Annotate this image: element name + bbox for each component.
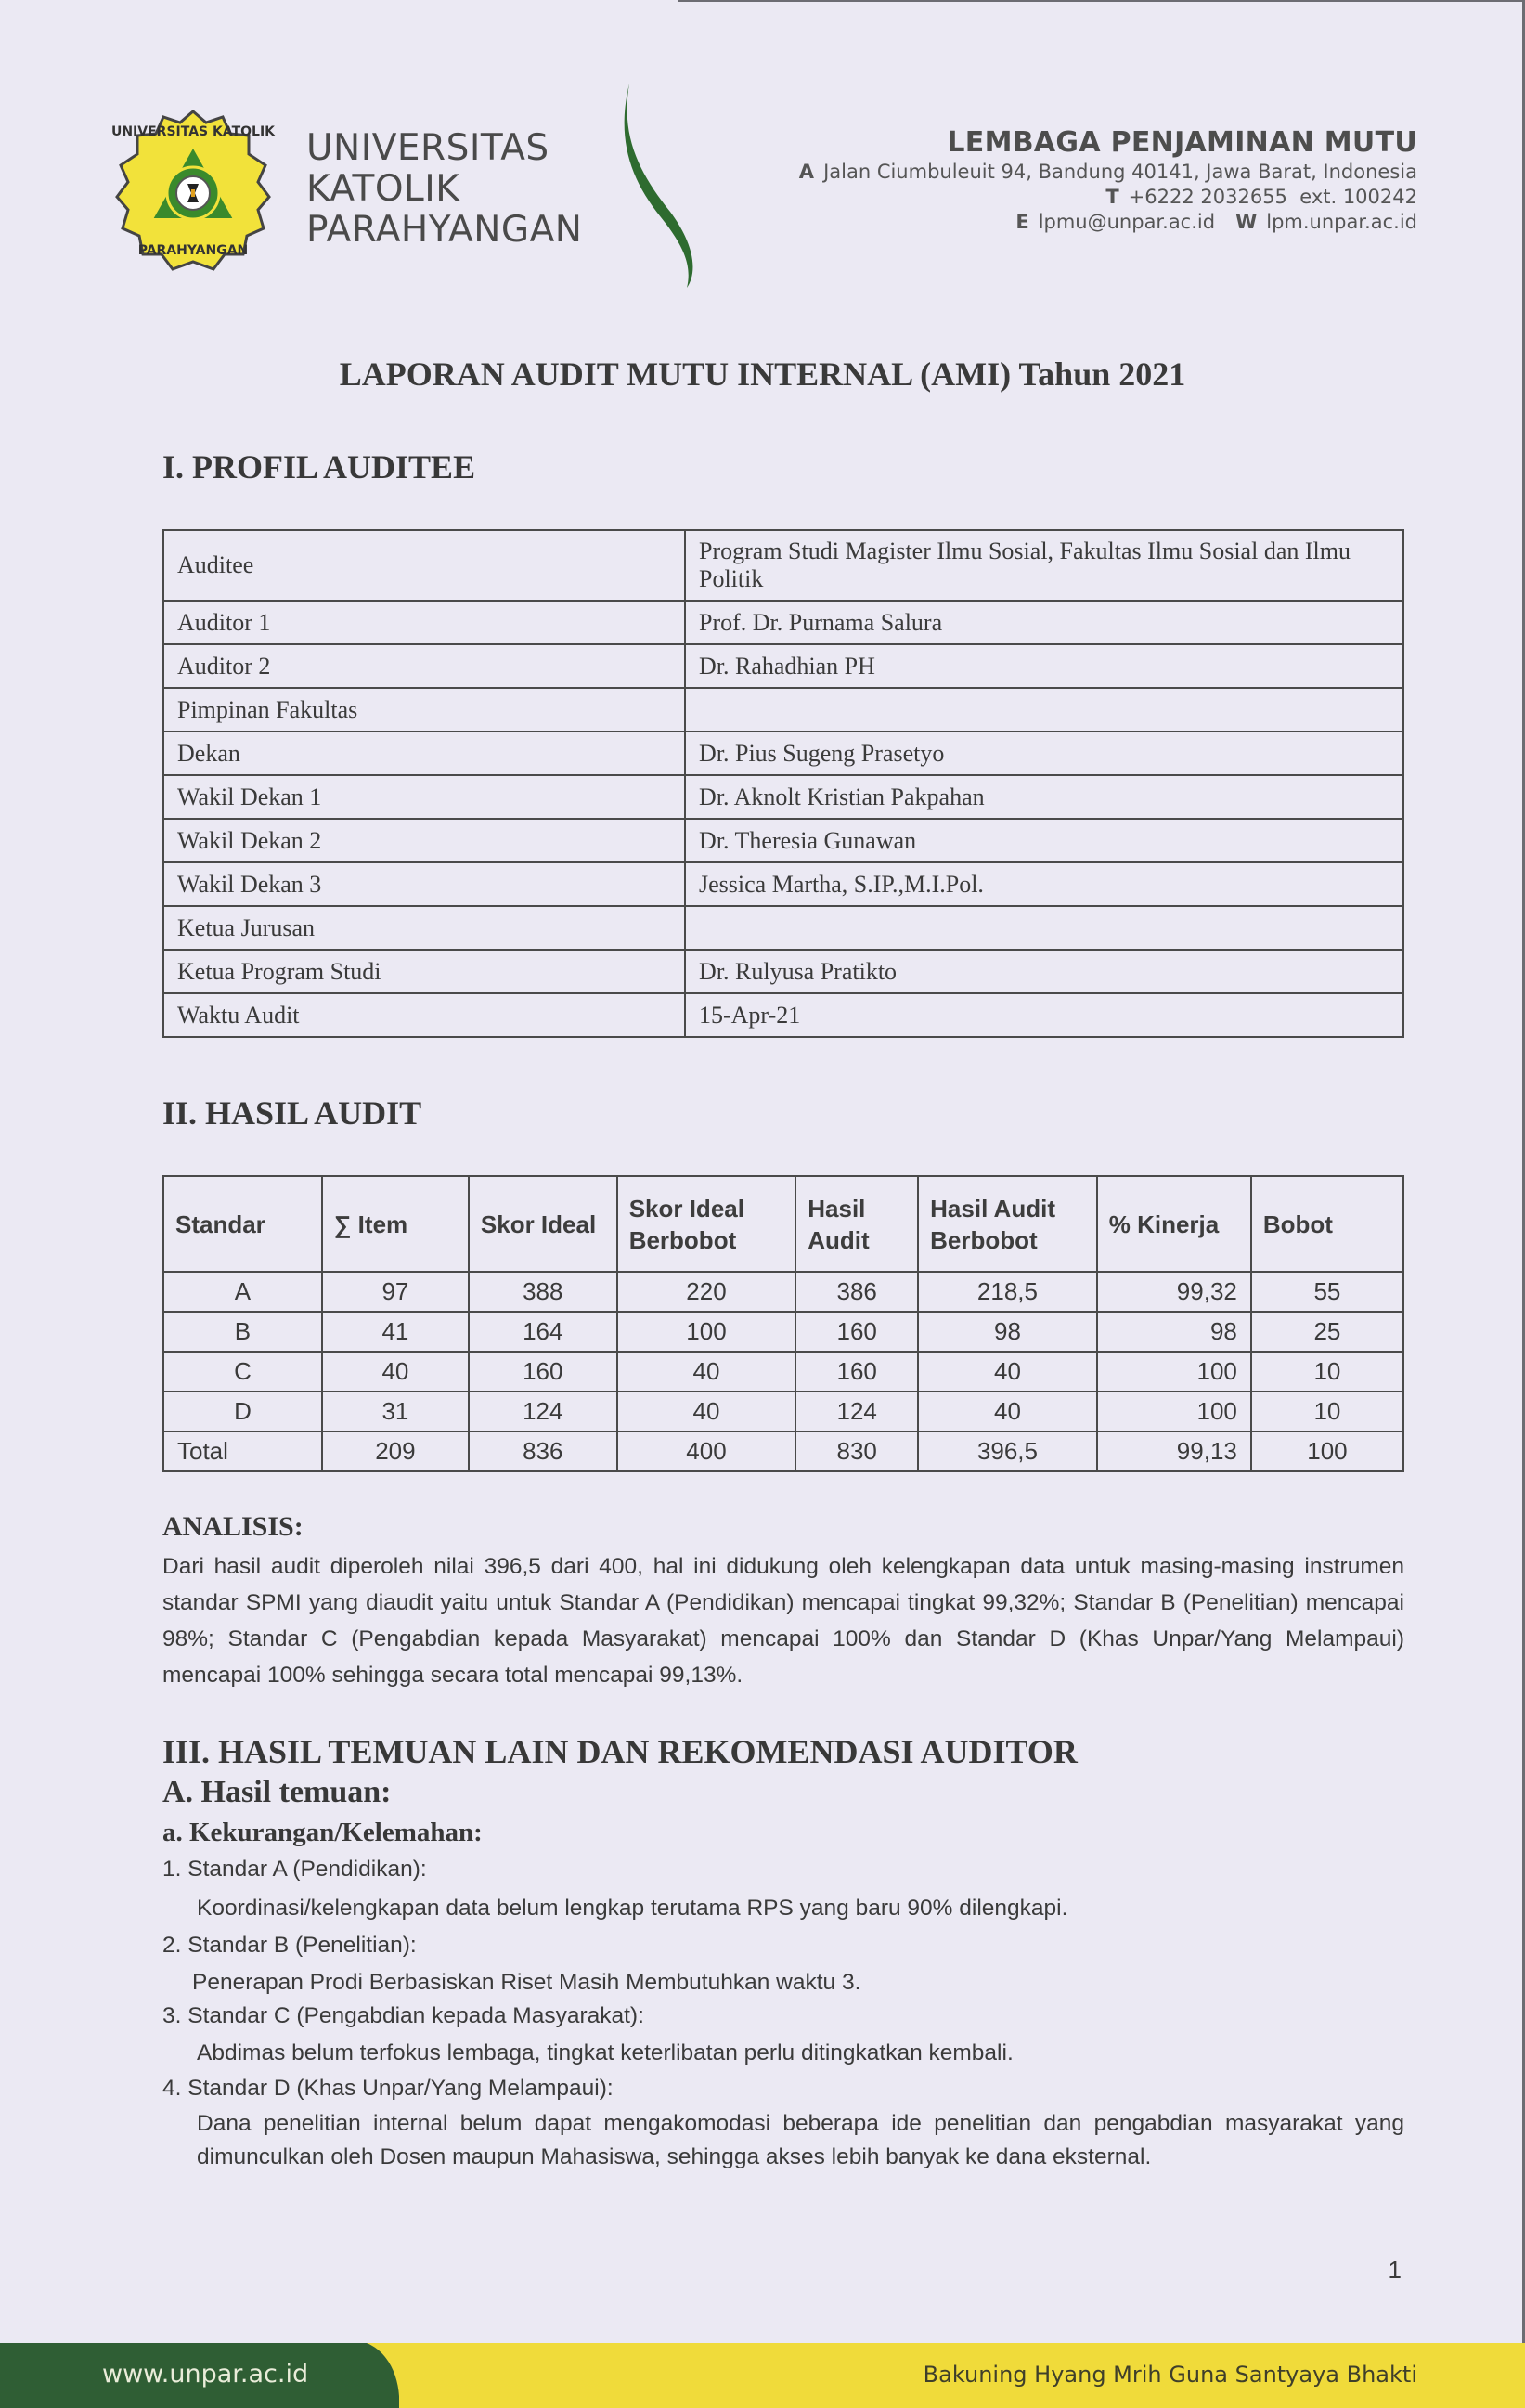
table-cell: 218,5 xyxy=(918,1272,1097,1312)
table-cell: 41 xyxy=(322,1312,469,1352)
phone-line xyxy=(799,185,1417,210)
table-cell: 25 xyxy=(1251,1312,1403,1352)
table-cell: 40 xyxy=(918,1352,1097,1392)
profile-row xyxy=(163,862,1403,906)
profile-row xyxy=(163,950,1403,993)
university-name xyxy=(306,128,582,251)
table-cell: 160 xyxy=(795,1312,918,1352)
university-seal-logo xyxy=(110,108,277,275)
table-cell: Total xyxy=(163,1431,322,1471)
table-cell: 220 xyxy=(617,1272,796,1312)
footer-motto: Bakuning Hyang Mrih Guna Santyaya Bhakti xyxy=(923,2362,1417,2388)
table-cell: 10 xyxy=(1251,1392,1403,1431)
footer-bar xyxy=(0,2343,1525,2408)
table-row xyxy=(163,1352,1403,1392)
column-header: Skor Ideal Berbobot xyxy=(617,1176,796,1272)
table-cell: 100 xyxy=(1097,1352,1251,1392)
phone: +6222 2032655 ext. 100242 xyxy=(1128,186,1417,208)
table-row xyxy=(163,1392,1403,1431)
profile-value xyxy=(685,906,1403,950)
table-cell: 100 xyxy=(1097,1392,1251,1431)
table-cell: 100 xyxy=(1251,1431,1403,1471)
table-cell: 396,5 xyxy=(918,1431,1097,1471)
profile-value: Dr. Aknolt Kristian Pakpahan xyxy=(685,775,1403,819)
finding-text: Abdimas belum terfokus lembaga, tingkat keterlibatan perlu ditingkatkan kembali. xyxy=(197,2040,1014,2065)
profile-auditee-table xyxy=(162,529,1404,1038)
finding-title: 3. Standar C (Pengabdian kepada Masyarakat): xyxy=(162,2003,644,2028)
table-cell: 31 xyxy=(322,1392,469,1431)
table-cell: 400 xyxy=(617,1431,796,1471)
finding-text: Koordinasi/kelengkapan data belum lengkap terutama RPS yang baru 90% dilengkapi. xyxy=(197,1896,1068,1921)
address: Jalan Ciumbuleuit 94, Bandung 40141, Jawa Barat, Indonesia xyxy=(823,161,1417,183)
profile-label: Ketua Jurusan xyxy=(163,906,685,950)
column-header: Skor Ideal xyxy=(469,1176,617,1272)
address-line xyxy=(799,160,1417,185)
table-cell: 99,13 xyxy=(1097,1431,1251,1471)
table-cell: 836 xyxy=(469,1431,617,1471)
table-cell: D xyxy=(163,1392,322,1431)
profile-row xyxy=(163,731,1403,775)
profile-label: Auditor 1 xyxy=(163,601,685,644)
finding-title: 2. Standar B (Penelitian): xyxy=(162,1933,417,1958)
table-cell: 164 xyxy=(469,1312,617,1352)
table-cell: 97 xyxy=(322,1272,469,1312)
table-cell: 124 xyxy=(795,1392,918,1431)
column-header: % Kinerja xyxy=(1097,1176,1251,1272)
table-cell: 98 xyxy=(918,1312,1097,1352)
section-3a-heading: A. Hasil temuan: xyxy=(162,1775,392,1809)
profile-value: 15-Apr-21 xyxy=(685,993,1403,1037)
profile-row xyxy=(163,530,1403,601)
profile-value: Dr. Theresia Gunawan xyxy=(685,819,1403,862)
address-key: A xyxy=(798,161,815,183)
table-cell: 98 xyxy=(1097,1312,1251,1352)
table-cell: 40 xyxy=(918,1392,1097,1431)
institute-contact-block xyxy=(799,126,1417,235)
table-cell: 160 xyxy=(469,1352,617,1392)
profile-row xyxy=(163,644,1403,688)
finding-text: Penerapan Prodi Berbasiskan Riset Masih Membutuhkan waktu 3. xyxy=(192,1970,861,1995)
university-name-line: UNIVERSITAS xyxy=(306,127,549,169)
hasil-audit-table xyxy=(162,1175,1404,1472)
table-row xyxy=(163,1272,1403,1312)
profile-row xyxy=(163,601,1403,644)
profile-row xyxy=(163,906,1403,950)
table-cell: 40 xyxy=(617,1392,796,1431)
table-cell: 209 xyxy=(322,1431,469,1471)
kekurangan-heading: a. Kekurangan/Kelemahan: xyxy=(162,1818,483,1847)
profile-label: Pimpinan Fakultas xyxy=(163,688,685,731)
web-link[interactable]: lpm.unpar.ac.id xyxy=(1266,211,1417,233)
table-cell: 99,32 xyxy=(1097,1272,1251,1312)
profile-row xyxy=(163,819,1403,862)
table-cell: 830 xyxy=(795,1431,918,1471)
profile-label: Auditee xyxy=(163,530,685,601)
email-key: E xyxy=(1015,211,1029,233)
table-cell: 160 xyxy=(795,1352,918,1392)
section-1-heading: I. PROFIL AUDITEE xyxy=(162,448,476,485)
phone-key: T xyxy=(1105,186,1119,208)
table-cell: 124 xyxy=(469,1392,617,1431)
finding-title: 1. Standar A (Pendidikan): xyxy=(162,1857,427,1882)
profile-label: Wakil Dekan 2 xyxy=(163,819,685,862)
profile-row xyxy=(163,993,1403,1037)
table-row xyxy=(163,1431,1403,1471)
table-cell: 388 xyxy=(469,1272,617,1312)
footer-website-link[interactable]: www.unpar.ac.id xyxy=(102,2360,309,2389)
column-header: Bobot xyxy=(1251,1176,1403,1272)
table-cell: 386 xyxy=(795,1272,918,1312)
profile-label: Wakil Dekan 3 xyxy=(163,862,685,906)
column-header: ∑ Item xyxy=(322,1176,469,1272)
profile-value: Dr. Rulyusa Pratikto xyxy=(685,950,1403,993)
profile-value: Dr. Pius Sugeng Prasetyo xyxy=(685,731,1403,775)
analisis-heading: ANALISIS: xyxy=(162,1511,304,1542)
profile-row xyxy=(163,688,1403,731)
table-cell: B xyxy=(163,1312,322,1352)
profile-value: Prof. Dr. Purnama Salura xyxy=(685,601,1403,644)
finding-title: 4. Standar D (Khas Unpar/Yang Melampaui): xyxy=(162,2076,614,2101)
table-cell: 40 xyxy=(617,1352,796,1392)
table-cell: 40 xyxy=(322,1352,469,1392)
institute-name: LEMBAGA PENJAMINAN MUTU xyxy=(947,126,1417,159)
web-key: W xyxy=(1235,211,1258,233)
logo-text-bottom: PARAHYANGAN xyxy=(137,243,249,258)
column-header: Hasil Audit xyxy=(795,1176,918,1272)
analisis-text: Dari hasil audit diperoleh nilai 396,5 dari 400, hal ini didukung oleh kelengkapan data untuk masing-masing instrumen standar SPMI yang diaudit yaitu untuk Standar A (Pendidikan) mencapai tingkat 99,32%; Standar B (Penelitian) mencapai 98%; Standar C (Pengabdian kepada Masyarakat) mencapai 100% dan Standar D (Khas Unpar/Yang Melampaui) mencapai 100% sehingga secara total mencapai 99,13%. xyxy=(162,1554,1404,1688)
table-cell: 100 xyxy=(617,1312,796,1352)
email-web-line xyxy=(799,210,1417,235)
profile-label: Dekan xyxy=(163,731,685,775)
profile-value: Dr. Rahadhian PH xyxy=(685,644,1403,688)
table-cell: C xyxy=(163,1352,322,1392)
profile-label: Waktu Audit xyxy=(163,993,685,1037)
profile-label: Auditor 2 xyxy=(163,644,685,688)
logo-text-top: UNIVERSITAS KATOLIK xyxy=(110,124,276,139)
column-header: Hasil Audit Berbobot xyxy=(918,1176,1097,1272)
profile-value xyxy=(685,688,1403,731)
finding-text: Dana penelitian internal belum dapat mengakomodasi beberapa ide penelitian dan pengabdian masyarakat yang dimunculkan oleh Dosen maupun Mahasiswa, sehingga akses lebih banyak ke dana eksternal. xyxy=(197,2111,1404,2169)
table-cell: A xyxy=(163,1272,322,1312)
section-3-heading: III. HASIL TEMUAN LAIN DAN REKOMENDASI AUDITOR xyxy=(162,1733,1078,1770)
page-number: 1 xyxy=(1388,2256,1402,2284)
column-header: Standar xyxy=(163,1176,322,1272)
university-name-line: PARAHYANGAN xyxy=(306,209,583,251)
profile-row xyxy=(163,775,1403,819)
green-swoosh-divider xyxy=(613,82,715,291)
profile-label: Ketua Program Studi xyxy=(163,950,685,993)
email-link[interactable]: lpmu@unpar.ac.id xyxy=(1038,211,1216,233)
table-row xyxy=(163,1312,1403,1352)
profile-value: Jessica Martha, S.IP.,M.I.Pol. xyxy=(685,862,1403,906)
university-name-line: KATOLIK xyxy=(306,168,460,210)
table-cell: 55 xyxy=(1251,1272,1403,1312)
scan-edge-top xyxy=(678,0,1525,2)
document-title: LAPORAN AUDIT MUTU INTERNAL (AMI) Tahun 2021 xyxy=(339,356,1186,393)
profile-label: Wakil Dekan 1 xyxy=(163,775,685,819)
profile-value: Program Studi Magister Ilmu Sosial, Fakultas Ilmu Sosial dan Ilmu Politik xyxy=(685,530,1403,601)
section-2-heading: II. HASIL AUDIT xyxy=(162,1094,422,1132)
table-cell: 10 xyxy=(1251,1352,1403,1392)
